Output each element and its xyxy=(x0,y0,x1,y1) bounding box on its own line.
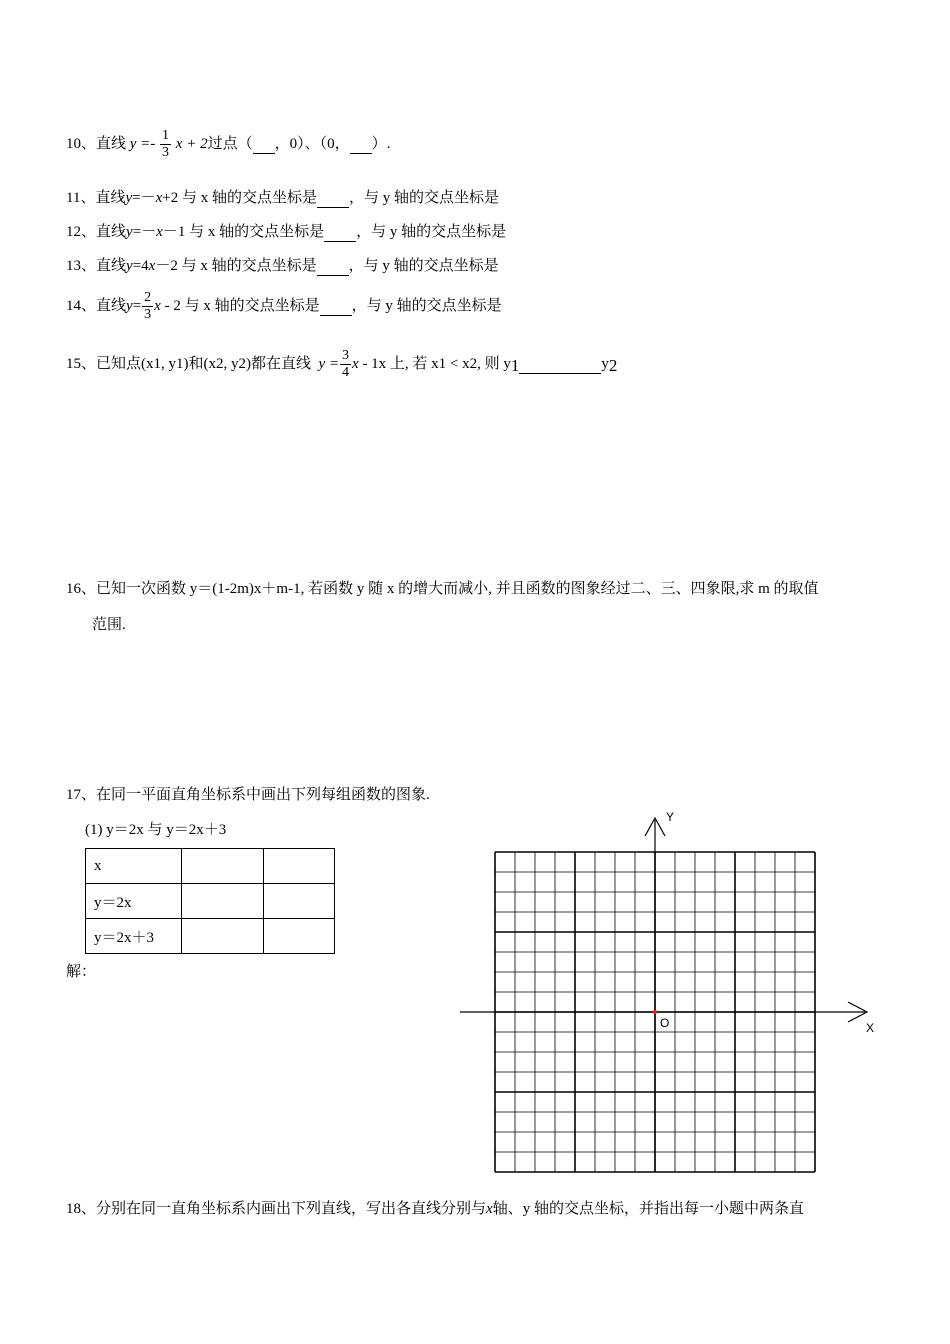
question-17: 17、在同一平面直角坐标系中画出下列每组函数的图象. xyxy=(66,787,430,803)
question-10: 10、直线 y =- $\frac{1}{3}$ x + 2过点（ ，0）、（0， ）. xyxy=(66,128,391,160)
question-18: 18、分别在同一直角坐标系内画出下列直线，写出各直线分别与x轴、y 轴的交点坐标，并指出每一小题中两条直 xyxy=(66,1201,804,1217)
answer-blank[interactable] xyxy=(317,258,349,276)
answer-blank[interactable] xyxy=(317,190,349,208)
question-17-part-1: (1) y＝2x 与 y＝2x＋3 xyxy=(85,822,227,838)
question-14: 14、直线y= $\frac{2}{3}$ x - 2 与 x 轴的交点坐标是 ，与 y 轴的交点坐标是 xyxy=(66,290,502,322)
table-cell[interactable] xyxy=(182,884,264,919)
question-16: 16、已知一次函数 y＝(1-2m)x＋m-1, 若函数 y 随 x 的增大而减小, 并且函数的图象经过二、三、四象限,求 m 的取值 xyxy=(66,581,819,597)
table-row: y＝2x＋3 xyxy=(86,919,335,954)
table-cell[interactable] xyxy=(264,884,335,919)
table-cell[interactable] xyxy=(182,849,264,884)
question-12: 12、直线y=－x－1 与 x 轴的交点坐标是 ，与 y 轴的交点坐标是 xyxy=(66,224,507,240)
question-15: 15、已知点(x1, y1)和(x2, y2)都在直线 y = $\frac{3}{4}$ x - 1x 上, 若 x1 < x2, 则 y1 y2 xyxy=(66,348,618,380)
origin-point xyxy=(653,1010,657,1014)
answer-blank[interactable] xyxy=(253,136,275,154)
question-11: 11、直线y=－x+2 与 x 轴的交点坐标是 ，与 y 轴的交点坐标是 xyxy=(66,190,499,206)
origin-label: O xyxy=(660,1016,670,1030)
question-16-cont: 范围. xyxy=(92,617,126,633)
fraction-2-3: $\frac{2}{3}$ xyxy=(144,290,152,322)
table-row: x xyxy=(86,849,335,884)
y-axis-label: Y xyxy=(666,812,675,824)
value-table xyxy=(85,848,335,954)
coordinate-grid[interactable] xyxy=(455,812,885,1180)
table-row: y＝2x xyxy=(86,884,335,919)
answer-blank[interactable] xyxy=(324,224,356,242)
table-cell[interactable] xyxy=(182,919,264,954)
answer-label: 解： xyxy=(66,964,97,980)
question-13: 13、直线y=4x－2 与 x 轴的交点坐标是 ，与 y 轴的交点坐标是 xyxy=(66,258,499,274)
table-cell[interactable] xyxy=(264,919,335,954)
answer-blank[interactable] xyxy=(519,356,601,374)
table-cell[interactable] xyxy=(264,849,335,884)
fraction-3-4: $\frac{3}{4}$ xyxy=(342,348,350,380)
answer-blank[interactable] xyxy=(350,136,372,154)
fraction-1-3: $\frac{1}{3}$ xyxy=(162,128,170,160)
x-axis-label: X xyxy=(866,1021,875,1035)
answer-blank[interactable] xyxy=(320,298,352,316)
